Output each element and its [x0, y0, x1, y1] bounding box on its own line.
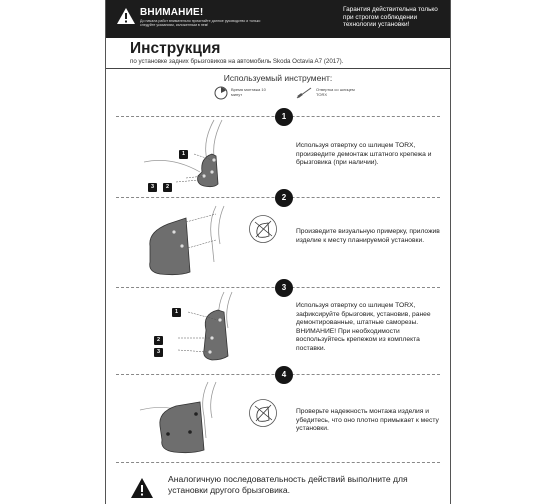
footer-note: Аналогичную последовательность действий выполните для установки другого брызговика.	[168, 474, 408, 495]
step1-text: Используя отвертку со шлицем TORX, произведите демонтаж штатного крепежа и брызговика (при наличии).	[296, 142, 432, 167]
mounting-time-label: Время монтажа 10 минут	[231, 87, 266, 97]
callout-1: 1	[179, 150, 188, 159]
step1-illustration	[142, 118, 262, 196]
step-number-3: 3	[275, 279, 293, 297]
step2-illustration	[134, 202, 244, 278]
callout-3: 3	[154, 348, 163, 357]
callout-1: 1	[172, 308, 181, 317]
step-separator	[116, 462, 440, 463]
title-divider	[106, 68, 450, 69]
warning-icon	[116, 7, 136, 25]
callout-3: 3	[148, 183, 157, 192]
test-fit-icon	[248, 214, 278, 244]
step3-text: Используя отвертку со шлицем TORX, зафиксируйте брызговик, установив, ранее демонтированные, штатные саморезы. ВНИМАНИЕ! При необходимости воспользуйтесь крепежом из комплекта поставки.	[296, 302, 431, 352]
check-fit-icon	[248, 398, 278, 428]
step-number-1: 1	[275, 108, 293, 126]
warning-header	[106, 0, 450, 38]
tools-heading: Используемый инструмент:	[223, 73, 333, 83]
page-title: Инструкция	[130, 40, 221, 57]
instruction-sheet	[105, 0, 451, 504]
torx-driver-label: Отвертка со шлицем TORX	[316, 87, 355, 97]
step-number-2: 2	[275, 189, 293, 207]
step-number-4: 4	[275, 366, 293, 384]
footer-warning-icon	[130, 477, 154, 499]
callout-2: 2	[154, 336, 163, 345]
warning-title: ВНИМАНИЕ!	[140, 7, 204, 18]
clock-icon	[214, 86, 228, 100]
step2-text: Произведите визуальную примерку, приложив изделие к месту планируемой установки.	[296, 228, 440, 244]
page-subtitle: по установке задних брызговиков на автомобиль Skoda Octavia A7 (2017).	[130, 58, 344, 65]
step3-illustration	[150, 290, 250, 366]
callout-2: 2	[163, 183, 172, 192]
screwdriver-icon	[296, 86, 312, 100]
step4-illustration	[138, 380, 248, 460]
guarantee-text: Гарантия действительна только при строгом соблюдении технологии установки!	[343, 6, 438, 29]
step4-text: Проверьте надежность монтажа изделия и убедитесь, что оно плотно примыкает к месту установки.	[296, 408, 439, 433]
warning-note: До начала работ внимательно прочитайте данное руководство и только следуйте указаниям, изложенным в нем!	[140, 19, 261, 28]
